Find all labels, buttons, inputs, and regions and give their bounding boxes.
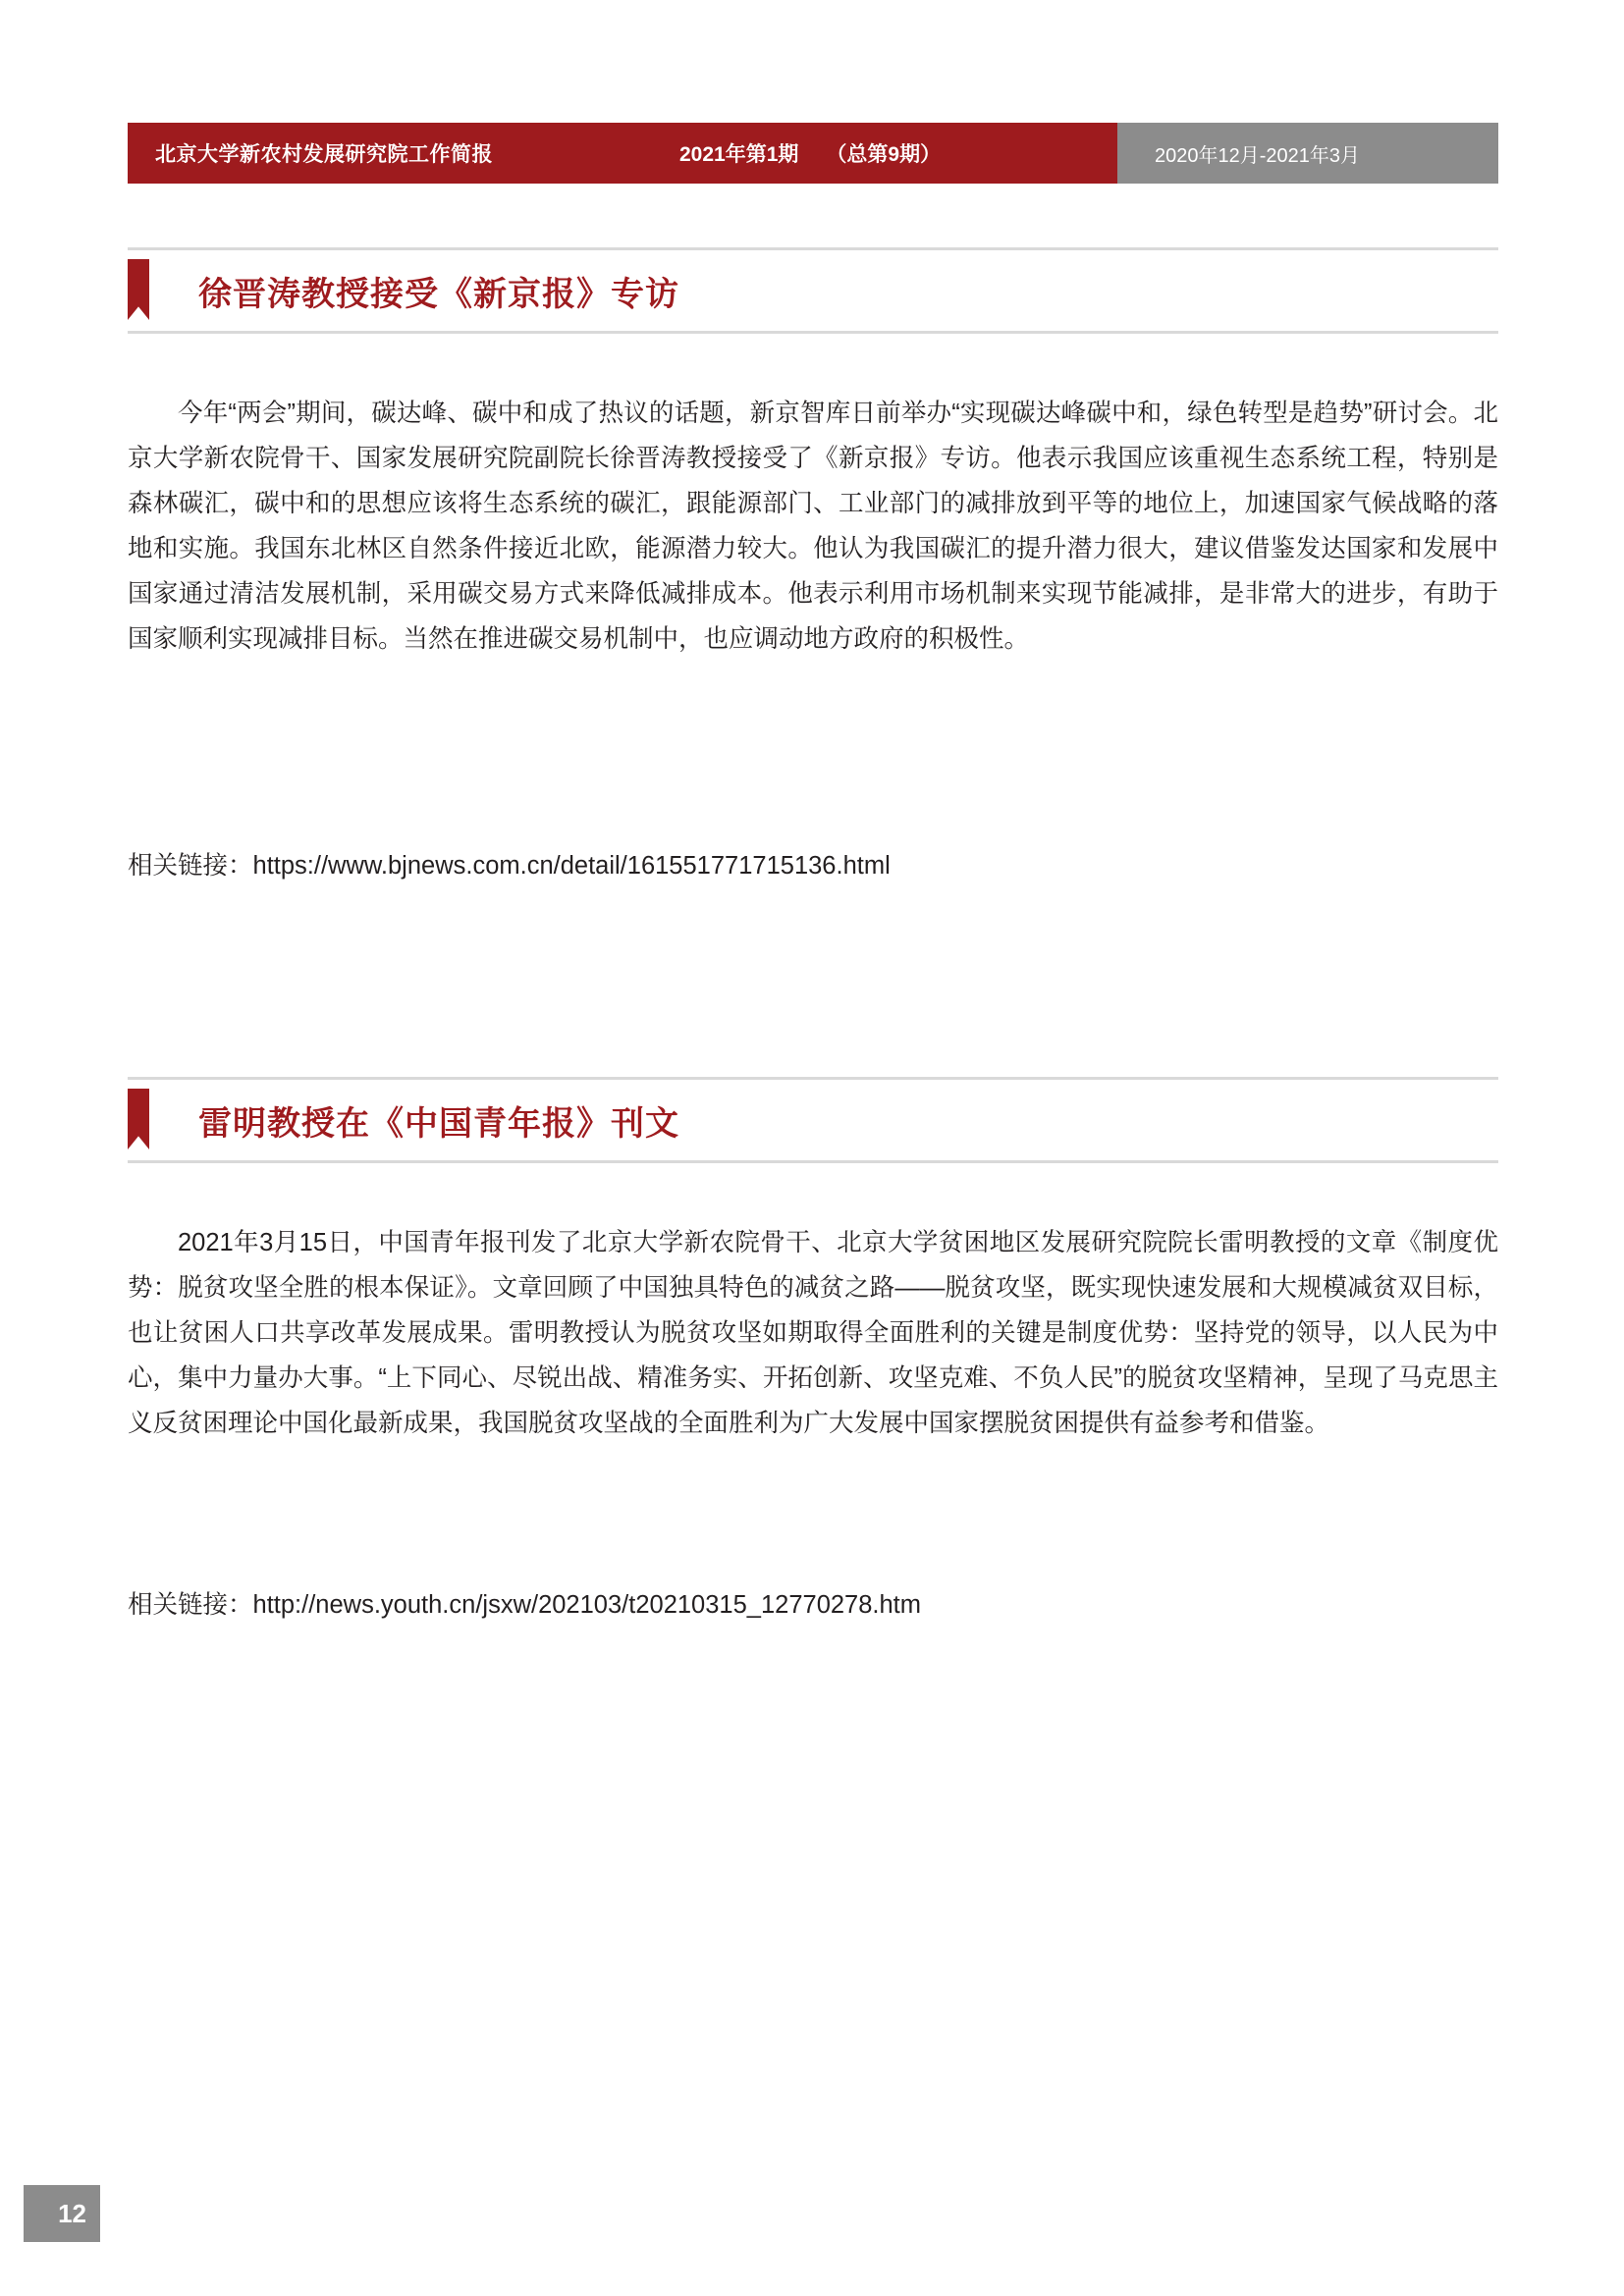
- section-1-title-row: [128, 250, 1498, 331]
- bookmark-marker-icon: [128, 1089, 149, 1149]
- section-1-title: 徐晋涛教授接受《新京报》专访: [198, 275, 679, 313]
- section-1-paragraph: 今年“两会”期间，碳达峰、碳中和成了热议的话题，新京智库日前举办“实现碳达峰碳中和，绿色转型是趋势”研讨会。北京大学新农院骨干、国家发展研究院副院长徐晋涛教授接受了《新京报》专访。他表示我国应该重视生态系统工程，特别是森林碳汇，碳中和的思想应该将生态系统的碳汇，跟能源部门、工业部门的减排放到平等的地位上，加速国家气候战略的落地和实施。我国东北林区自然条件接近北欧，能源潜力较大。他认为我国碳汇的提升潜力很大，建议借鉴发达国家和发展中国家通过清洁发展机制，采用碳交易方式来降低减排成本。他表示利用市场机制来实现节能减排，是非常大的进步，有助于国家顺利实现减排目标。当然在推进碳交易机制中，也应调动地方政府的积极性。: [128, 400, 1498, 653]
- section-1-link-line: [128, 846, 1498, 885]
- section-2-heading: [128, 1077, 1498, 1163]
- section-2-rule-bottom: [128, 1160, 1498, 1163]
- section-2-paragraph: 2021年3月15日，中国青年报刊发了北京大学新农院骨干、北京大学贫困地区发展研究院院长雷明教授的文章《制度优势：脱贫攻坚全胜的根本保证》。文章回顾了中国独具特色的减贫之路——脱贫攻坚，既实现快速发展和大规模减贫双目标，也让贫困人口共享改革发展成果。雷明教授认为脱贫攻坚如期取得全面胜利的关键是制度优势：坚持党的领导，以人民为中心，集中力量办大事。“上下同心、尽锐出战、精准务实、开拓创新、攻坚克难、不负人民”的脱贫攻坚精神，呈现了马克思主义反贫困理论中国化最新成果，我国脱贫攻坚战的全面胜利为广大发展中国家摆脱贫困提供有益参考和借鉴。: [128, 1229, 1498, 1437]
- section-1-link-label: 相关链接：: [128, 852, 253, 880]
- page-header: [128, 123, 1498, 184]
- section-2-body: [128, 1220, 1498, 1446]
- header-date-range: 2020年12月-2021年3月: [1155, 144, 1361, 167]
- header-red-band: [128, 123, 1117, 184]
- section-1-rule-bottom: [128, 331, 1498, 334]
- header-total-issue: （总第9期）: [826, 143, 942, 166]
- section-2-title: 雷明教授在《中国青年报》刊文: [198, 1104, 679, 1143]
- section-2-link-line: [128, 1585, 1498, 1625]
- section-2-link-label: 相关链接：: [128, 1591, 253, 1619]
- section-1-link-url[interactable]: https://www.bjnews.com.cn/detail/161551771715136.html: [252, 852, 891, 880]
- header-issue: 2021年第1期: [679, 143, 799, 166]
- header-title: 北京大学新农村发展研究院工作简报: [155, 143, 493, 166]
- page-number: 12: [58, 2198, 86, 2228]
- section-1-body: [128, 391, 1498, 662]
- section-1-heading: [128, 247, 1498, 334]
- bookmark-marker-icon: [128, 259, 149, 320]
- section-2-link-url[interactable]: http://news.youth.cn/jsxw/202103/t20210315_12770278.htm: [252, 1591, 922, 1619]
- page-number-badge: [24, 2185, 100, 2242]
- section-2-title-row: [128, 1080, 1498, 1160]
- header-gray-band: [1117, 123, 1498, 184]
